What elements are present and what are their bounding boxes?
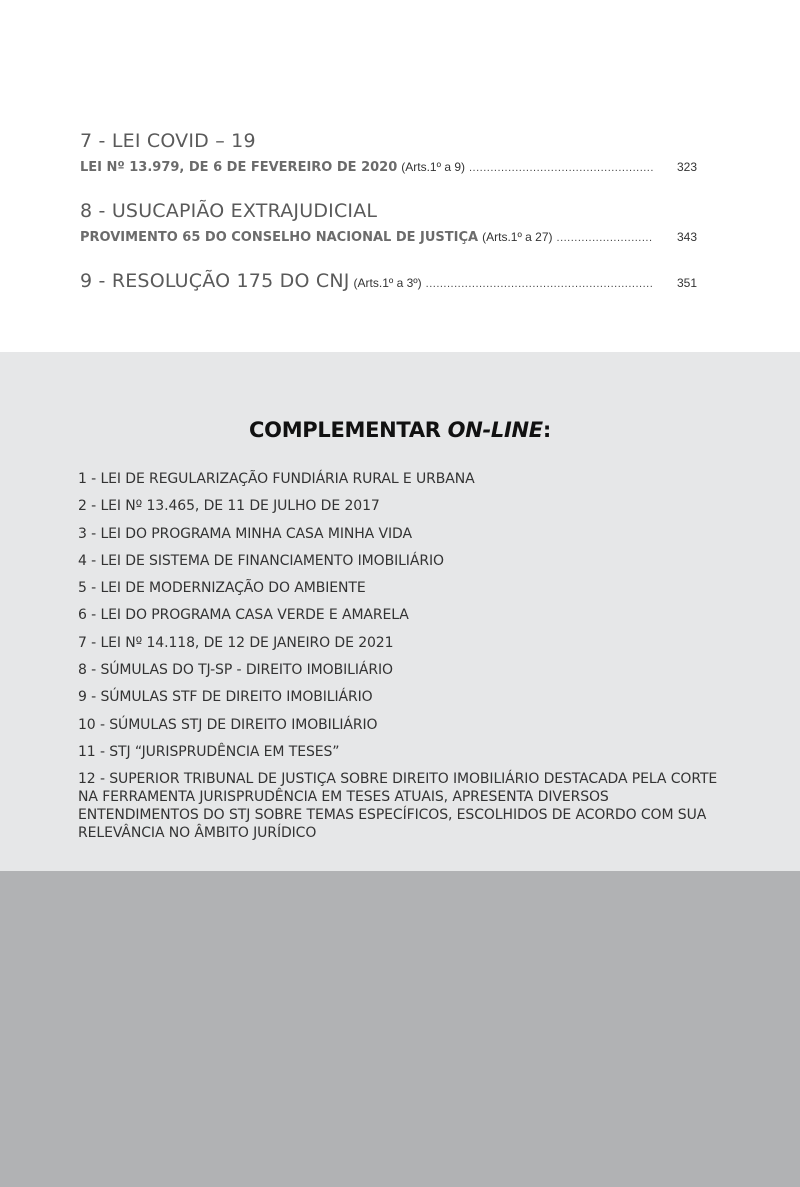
list-item[interactable]: 3 - LEI DO PROGRAMA MINHA CASA MINHA VIDA xyxy=(78,525,412,542)
list-item[interactable]: 10 - SÚMULAS STJ DE DIREITO IMOBILIÁRIO xyxy=(78,716,378,733)
list-item[interactable]: 11 - STJ “JURISPRUDÊNCIA EM TESES” xyxy=(78,743,340,760)
toc-entry-title: PROVIMENTO 65 DO CONSELHO NACIONAL DE JUSTIÇA xyxy=(80,230,479,245)
toc-page-number: 343 xyxy=(676,230,697,244)
online-complement-panel xyxy=(0,352,800,871)
section-title-usucapiao: 8 - USUCAPIÃO EXTRAJUDICIAL xyxy=(80,200,378,222)
online-title: COMPLEMENTAR ON-LINE: xyxy=(249,418,551,442)
toc-leader-dots xyxy=(426,278,653,290)
toc-entry-resolucao-175[interactable] xyxy=(80,270,697,296)
list-item[interactable]: 1 - LEI DE REGULARIZAÇÃO FUNDIÁRIA RURAL E URBANA xyxy=(78,471,475,487)
list-item[interactable]: 5 - LEI DE MODERNIZAÇÃO DO AMBIENTE xyxy=(78,580,366,597)
list-item[interactable]: 6 - LEI DO PROGRAMA CASA VERDE E AMARELA xyxy=(78,607,409,624)
toc-entry-provimento-65[interactable] xyxy=(80,230,697,250)
list-item[interactable]: 9 - SÚMULAS STF DE DIREITO IMOBILIÁRIO xyxy=(78,689,373,706)
list-item[interactable]: 12 - SUPERIOR TRIBUNAL DE JUSTIÇA SOBRE DIREITO IMOBILIÁRIO DESTACADA PELA CORTE NA FERRAMENTA JURISPRUDÊNCIA EM TESES ATUAIS, APRESENTA DIVERSOS ENTENDIMENTOS DO STJ SOBRE TEMAS ESPECÍFICOS, ESCOLHIDOS DE ACORDO COM SUA RELEVÂNCIA NO ÂMBITO JURÍDICO xyxy=(78,771,718,842)
online-items-list xyxy=(78,470,728,852)
list-item[interactable]: 7 - LEI Nº 14.118, DE 12 DE JANEIRO DE 2021 xyxy=(78,634,394,651)
table-of-contents xyxy=(0,0,800,352)
toc-entry-title: LEI Nº 13.979, DE 6 DE FEVEREIRO DE 2020 xyxy=(80,160,398,175)
toc-leader-dots xyxy=(469,162,653,174)
toc-leader-dots xyxy=(557,232,653,244)
list-item[interactable]: 8 - SÚMULAS DO TJ-SP - DIREITO IMOBILIÁRIO xyxy=(78,662,393,679)
toc-entry-lei-13979[interactable] xyxy=(80,160,697,180)
list-item[interactable]: 4 - LEI DE SISTEMA DE FINANCIAMENTO IMOBILIÁRIO xyxy=(78,552,444,569)
toc-page-number: 323 xyxy=(676,160,697,174)
footer-band xyxy=(0,871,800,1187)
list-item[interactable]: 2 - LEI Nº 13.465, DE 11 DE JULHO DE 2017 xyxy=(78,498,380,515)
toc-entry-articles: (Arts.1º a 27) xyxy=(482,230,553,244)
section-title-covid: 7 - LEI COVID – 19 xyxy=(80,130,256,152)
toc-entry-articles: (Arts.1º a 9) xyxy=(401,160,465,174)
section-title-resolucao: 9 - RESOLUÇÃO 175 DO CNJ xyxy=(80,270,350,292)
toc-page-number: 351 xyxy=(676,276,697,290)
toc-entry-articles: (Arts.1º a 3º) xyxy=(353,276,422,290)
